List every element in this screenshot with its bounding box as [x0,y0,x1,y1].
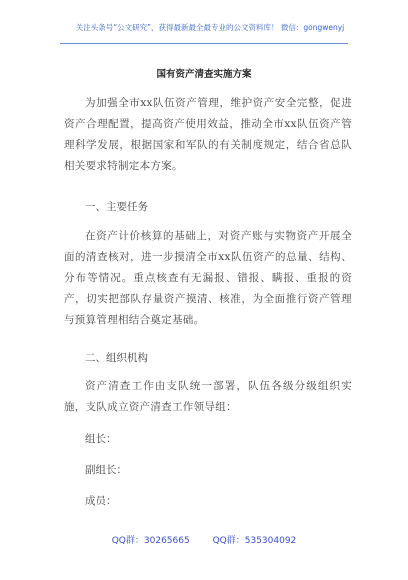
header-banner: 关注头条号“公文研究”，获得最新最全最专业的公文资料库！ 微信：gongwenyj [75,23,345,32]
tasks-paragraph: 在资产计价核算的基础上，对资产账与实物资产开展全面的清查核对，进一步摸清全市xx队伍资产的总量、结构、分布等情况。重点核查有无漏报、错报、瞒报、重报的资产，切实把部队存量资产摸清、核准，为全面推行资产管理与预算管理相结合奠定基础。 [64,230,352,326]
organization-paragraph: 资产清查工作由支队统一部署，队伍各级分级组织实施，支队成立资产清查工作领导组： [64,380,352,413]
section-heading-organization: 二、组织机构 [85,352,148,364]
role-member-label: 成员： [85,495,117,507]
footer-qq-group-2: QQ群：535304092 [212,536,297,546]
footer [0,533,408,546]
role-leader-label: 组长： [85,433,117,445]
role-deputy-label: 副组长： [85,464,127,476]
header-rule [60,43,348,44]
section-heading-tasks: 一、主要任务 [85,201,148,213]
document-title: 国有资产清查实施方案 [156,69,252,80]
footer-qq-group-1: QQ群：30265665 [111,536,190,546]
intro-paragraph: 为加强全市xx队伍资产管理，维护资产安全完整，促进资产合理配置，提高资产使用效益，推动全市xx队伍资产管理科学发展，根据国家和军队的有关制度规定，结合省总队相关要求特制定本方案。 [64,97,352,172]
